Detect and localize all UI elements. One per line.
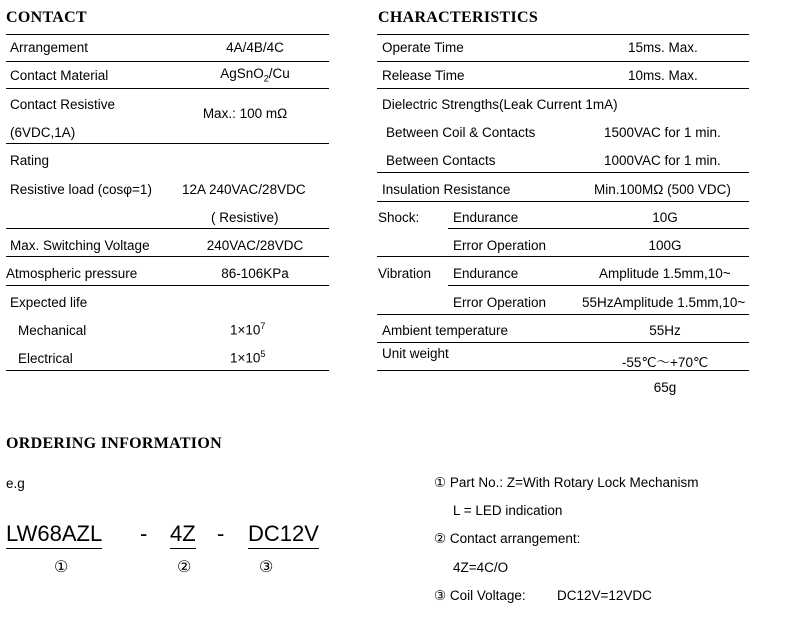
- shock-endurance-label: Endurance: [453, 210, 519, 225]
- divider: [377, 88, 749, 89]
- vibration-error-label: Error Operation: [453, 295, 547, 310]
- shock-error-value: 100G: [648, 238, 682, 253]
- release-time-value: 10ms. Max.: [628, 68, 698, 83]
- divider: [6, 285, 329, 286]
- unit-weight-label: Unit weight: [382, 346, 449, 361]
- resistive-load-value: 12A 240VAC/28VDC: [182, 182, 306, 197]
- atmospheric-value: 86-106KPa: [221, 266, 289, 281]
- divider: [6, 256, 329, 257]
- marker-3: ③: [259, 559, 274, 576]
- dielectric-label: Dielectric Strengths(Leak Current 1mA): [382, 97, 618, 112]
- resistive-value: Max.: 100 mΩ: [202, 106, 288, 121]
- characteristics-heading: CHARACTERISTICS: [378, 9, 539, 26]
- between-contacts-value: 1000VAC for 1 min.: [604, 153, 721, 168]
- temperature-range-value: -55℃～+70℃: [621, 355, 709, 370]
- divider: [6, 61, 329, 62]
- arrangement-code: 4Z: [170, 521, 196, 549]
- material-value: AgSnO$_2$/Cu: [220, 66, 290, 84]
- electrical-label: Electrical: [18, 351, 73, 366]
- note-led: L = LED indication: [453, 503, 563, 518]
- divider: [377, 61, 749, 62]
- vibration-label: Vibration: [378, 266, 432, 281]
- divider: [6, 88, 329, 89]
- ambient-value: 55Hz: [649, 323, 681, 338]
- vibration-endurance-value: Amplitude 1.5mm,10~: [599, 266, 731, 281]
- ordering-heading: ORDERING INFORMATION: [6, 435, 222, 452]
- mechanical-value: $1\times 10^7$: [230, 321, 266, 338]
- max-switching-value: 240VAC/28VDC: [206, 238, 304, 253]
- example-label: e.g: [6, 476, 25, 491]
- release-time-label: Release Time: [382, 68, 465, 83]
- divider: [6, 34, 329, 35]
- atmospheric-label: Atmospheric pressure: [6, 266, 138, 281]
- vibration-endurance-label: Endurance: [453, 266, 519, 281]
- shock-endurance-value: 10G: [652, 210, 678, 225]
- operate-time-value: 15ms. Max.: [628, 40, 698, 55]
- resistive-load-label: Resistive load (cosφ=1): [10, 182, 152, 197]
- divider: [377, 34, 749, 35]
- note-contact-arrangement: ② Contact arrangement:: [434, 531, 581, 546]
- arrangement-label: Arrangement: [10, 40, 89, 55]
- divider: [377, 201, 749, 202]
- voltage-code: DC12V: [248, 521, 319, 549]
- resistive-condition: (6VDC,1A): [10, 125, 76, 140]
- mechanical-label: Mechanical: [18, 323, 87, 338]
- marker-1: ①: [54, 559, 69, 576]
- divider: [377, 342, 749, 343]
- divider: [377, 370, 749, 371]
- resistive-load-note: ( Resistive): [211, 210, 279, 225]
- coil-contacts-label: Between Coil & Contacts: [386, 125, 536, 140]
- max-switching-label: Max. Switching Voltage: [10, 238, 150, 253]
- divider: [6, 228, 329, 229]
- divider: [6, 370, 329, 371]
- shock-error-label: Error Operation: [453, 238, 547, 253]
- code-separator: -: [140, 521, 148, 546]
- divider: [448, 285, 749, 286]
- rating-label: Rating: [10, 153, 50, 168]
- unit-weight-value: 65g: [653, 380, 677, 395]
- note-part-number: ① Part No.: Z=With Rotary Lock Mechanism: [434, 475, 699, 490]
- insulation-label: Insulation Resistance: [382, 182, 511, 197]
- marker-2: ②: [177, 559, 192, 576]
- vibration-error-value: 55HzAmplitude 1.5mm,10~: [582, 295, 746, 310]
- note-coil-voltage-value: DC12V=12VDC: [557, 588, 652, 603]
- ambient-label: Ambient temperature: [382, 323, 509, 338]
- note-coil-voltage: ③ Coil Voltage:: [434, 588, 526, 603]
- electrical-value: $1\times 10^5$: [230, 349, 266, 366]
- divider: [448, 228, 749, 229]
- note-4z: 4Z=4C/O: [453, 560, 509, 575]
- insulation-value: Min.100MΩ (500 VDC): [594, 182, 731, 197]
- contact-heading: CONTACT: [6, 9, 87, 26]
- expected-life-label: Expected life: [10, 295, 88, 310]
- material-label: Contact Material: [10, 68, 109, 83]
- part-code: LW68AZL: [6, 521, 102, 549]
- divider: [6, 143, 329, 144]
- shock-label: Shock:: [378, 210, 420, 225]
- divider: [377, 314, 749, 315]
- divider: [377, 256, 749, 257]
- resistive-label: Contact Resistive: [10, 97, 116, 112]
- code-separator: -: [217, 521, 225, 546]
- coil-contacts-value: 1500VAC for 1 min.: [604, 125, 721, 140]
- between-contacts-label: Between Contacts: [386, 153, 496, 168]
- divider: [377, 172, 749, 173]
- arrangement-value: 4A/4B/4C: [226, 40, 284, 55]
- operate-time-label: Operate Time: [382, 40, 464, 55]
